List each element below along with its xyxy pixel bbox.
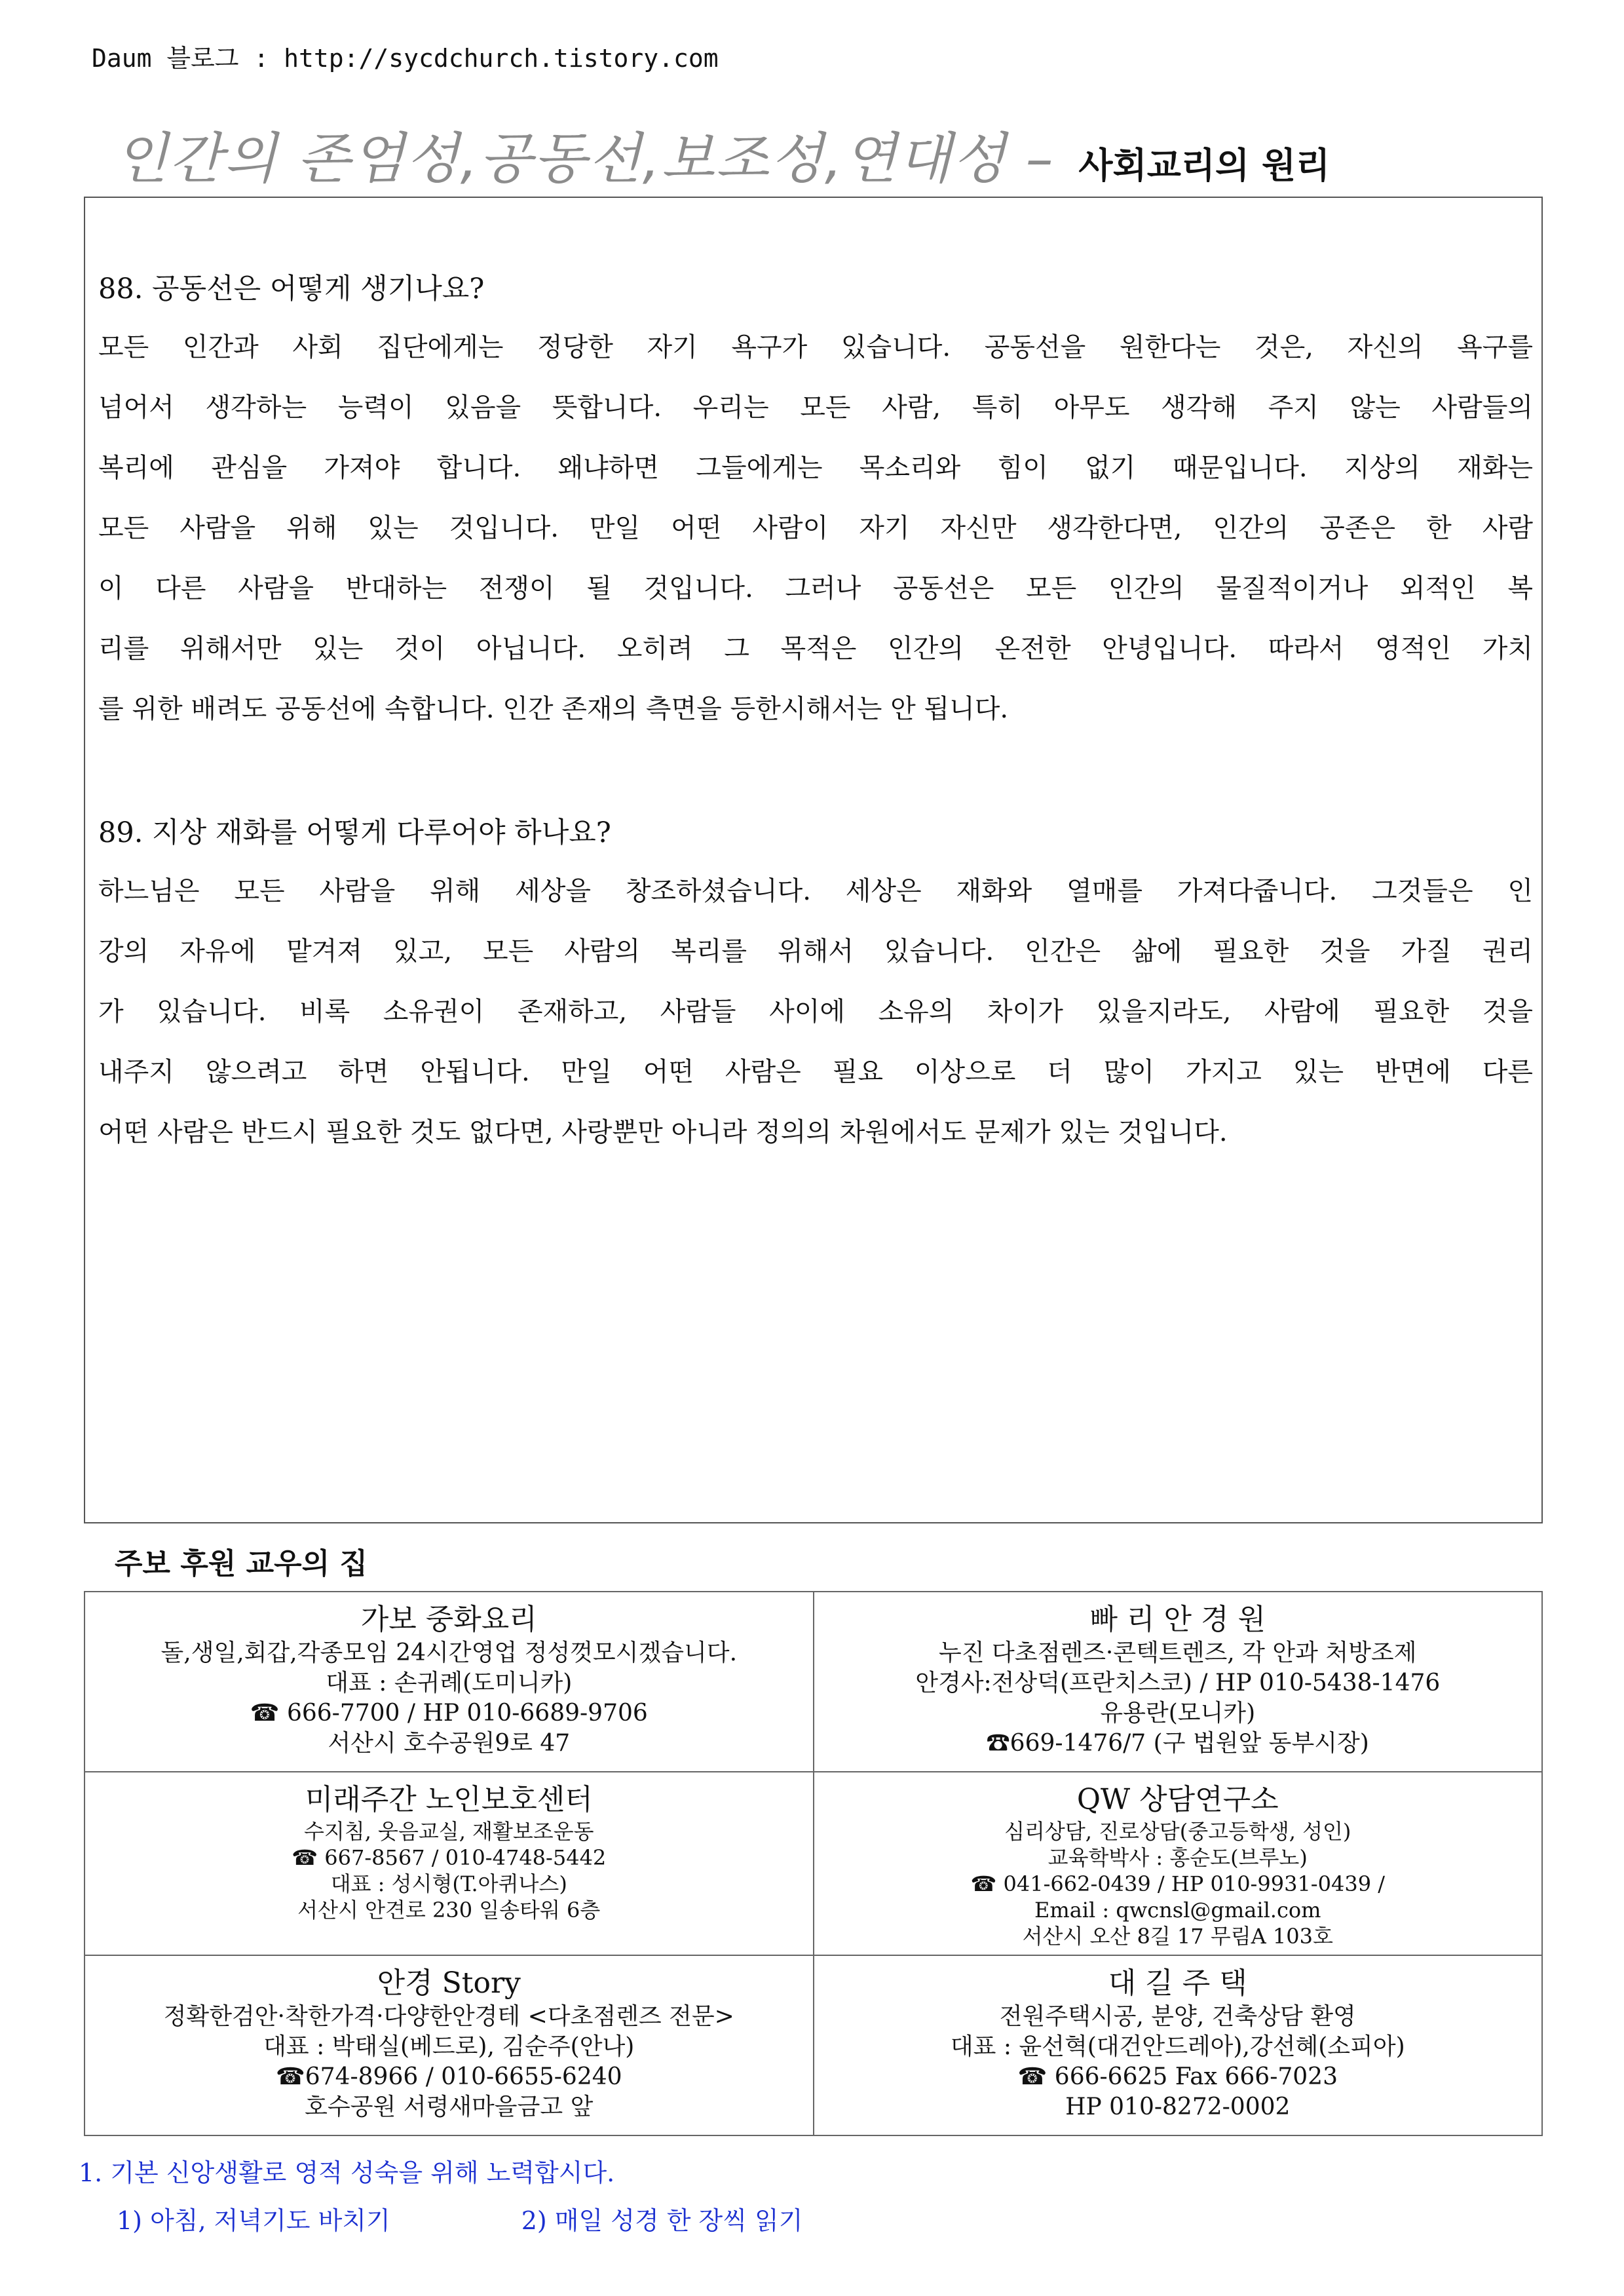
sponsor-line: 돌,생일,회갑,각종모임 24시간영업 정성껏모시겠습니다. [161,1639,738,1666]
answer-line: 복리에 관심을 가져야 합니다. 왜냐하면 그들에게는 목소리와 힘이 없기 때문입니다. 지상의 재화는 [98,453,1533,483]
answer-line: 이 다른 사람을 반대하는 전쟁이 될 것입니다. 그러나 공동선은 모든 인간의 물질적이거나 외적인 복 [98,573,1533,603]
faith-line: 1. 기본 신앙생활로 영적 성숙을 위해 노력합시다. [79,2158,615,2187]
page-title [115,115,1330,194]
sponsor-cell-qw [814,1772,1543,1955]
sponsor-line: ☎ 041-662-0439 / HP 010-9931-0439 / [970,1871,1385,1896]
sponsor-line: 대표 : 박태실(베드로), 김순주(안나) [263,2033,635,2060]
sponsor-name: 가보 중화요리 [360,1603,537,1636]
sponsor-line: 안경사:전상덕(프란치스코) / HP 010-5438-1476 [915,1670,1441,1696]
sponsor-cell-paris-optical [814,1592,1543,1772]
sponsor-cell-daegil [814,1955,1543,2135]
question-89: 89. 지상 재화를 어떻게 다루어야 하나요? [98,816,611,849]
sponsor-line: 정확한검안·착한가격·다양한안경테 <다초점렌즈 전문> [163,2003,734,2030]
answer-line: 를 위한 배려도 공동선에 속합니다. 인간 존재의 측면을 등한시해서는 안 됩니다. [98,694,1009,724]
sponsor-row [85,1772,1542,1955]
sponsor-line: HP 010-8272-0002 [1065,2094,1291,2120]
answer-line: 넘어서 생각하는 능력이 있음을 뜻합니다. 우리는 모든 사람, 특히 아무도 생각해 주지 않는 사람들의 [98,392,1533,423]
answer-line: 모든 사람을 위해 있는 것입니다. 만일 어떤 사람이 자기 자신만 생각한다면, 인간의 공존은 한 사람 [98,513,1533,543]
faith-item-prayer: 1) 아침, 저녁기도 바치기 [117,2206,390,2235]
sponsor-row [85,1955,1542,2135]
sponsor-cell-glasses-story [85,1955,814,2135]
sponsor-line: ☎669-1476/7 (구 법원앞 동부시장) [986,1730,1369,1757]
sponsor-line: 전원주택시공, 분양, 건축상담 환영 [999,2003,1356,2030]
sponsor-name: 미래주간 노인보호센터 [305,1783,593,1816]
blog-header: Daum 블로그 : http://sycdchurch.tistory.com [92,44,719,73]
sponsor-name: 안경 Story [377,1966,521,2000]
sponsor-line: 수지침, 웃음교실, 재활보조운동 [303,1819,594,1844]
answer-line: 가 있습니다. 비록 소유권이 존재하고, 사람들 사이에 소유의 차이가 있을지라도, 사람에 필요한 것을 [98,997,1533,1027]
content-box [84,197,1543,1523]
sponsor-line: 누진 다초점렌즈·콘텍트렌즈, 각 안과 처방조제 [939,1639,1417,1666]
answer-88 [98,317,1533,739]
sponsor-line: 심리상담, 진로상담(중고등학생, 성인) [1004,1819,1351,1844]
sponsor-line: Email : qwcnsl@gmail.com [1034,1898,1321,1923]
title-dash: – [1006,126,1074,191]
sponsor-cell-mirae [85,1772,814,1955]
sponsor-heading: 주보 후원 교우의 집 [115,1547,368,1580]
answer-line: 리를 위해서만 있는 것이 아닙니다. 오히려 그 목적은 인간의 온전한 안녕입니다. 따라서 영적인 가치 [98,634,1533,664]
answer-line: 어떤 사람은 반드시 필요한 것도 없다면, 사랑뿐만 아니라 정의의 차원에서도 문제가 있는 것입니다. [98,1117,1228,1147]
answer-89 [98,861,1533,1162]
answer-line: 하느님은 모든 사람을 위해 세상을 창조하셨습니다. 세상은 재화와 열매를 가져다줍니다. 그것들은 인 [98,876,1533,906]
faith-notice [79,2152,803,2236]
sponsor-table [84,1591,1543,2136]
sponsor-cell-gabo [85,1592,814,1772]
sponsor-name: QW 상담연구소 [1076,1783,1279,1816]
sponsor-line: 호수공원 서령새마을금고 앞 [305,2094,594,2120]
sponsor-name: 빠 리 안 경 원 [1089,1603,1266,1636]
sponsor-line: ☎ 666-7700 / HP 010-6689-9706 [250,1700,648,1727]
sponsor-row [85,1592,1542,1772]
sponsor-line: 대표 : 손귀례(도미니카) [326,1670,573,1696]
sponsor-line: ☎ 667-8567 / 010-4748-5442 [292,1845,607,1870]
sponsor-line: ☎ 666-6625 Fax 666-7023 [1017,2063,1338,2090]
sponsor-line: 서산시 오산 8길 17 무림A 103호 [1022,1924,1333,1949]
sponsor-line: 유용란(모니카) [1100,1700,1256,1727]
answer-line: 강의 자유에 맡겨져 있고, 모든 사람의 복리를 위해서 있습니다. 인간은 삶에 필요한 것을 가질 권리 [98,936,1533,966]
question-88: 88. 공동선은 어떻게 생기나요? [98,273,485,305]
title-main: 인간의 존엄성,공동선,보조성,연대성 [115,126,1007,191]
title-sub: 사회교리의 원리 [1078,145,1331,186]
faith-items [117,2200,803,2236]
sponsor-line: ☎674-8966 / 010-6655-6240 [275,2063,622,2090]
sponsor-name: 대 길 주 택 [1108,1966,1247,2000]
sponsor-line: 대표 : 성시형(T.아퀴나스) [330,1871,567,1896]
answer-line: 모든 인간과 사회 집단에게는 정당한 자기 욕구가 있습니다. 공동선을 원한다는 것은, 자신의 욕구를 [98,332,1533,362]
sponsor-line: 교육학박사 : 홍순도(브루노) [1048,1845,1308,1870]
sponsor-line: 대표 : 윤선혁(대건안드레아),강선혜(소피아) [950,2033,1405,2060]
sponsor-line: 서산시 호수공원9로 47 [328,1730,571,1757]
faith-item-bible: 2) 매일 성경 한 장씩 읽기 [521,2206,803,2235]
answer-line: 내주지 않으려고 하면 안됩니다. 만일 어떤 사람은 필요 이상으로 더 많이 가지고 있는 반면에 다른 [98,1057,1533,1087]
sponsor-line: 서산시 안견로 230 일송타워 6층 [297,1898,601,1923]
